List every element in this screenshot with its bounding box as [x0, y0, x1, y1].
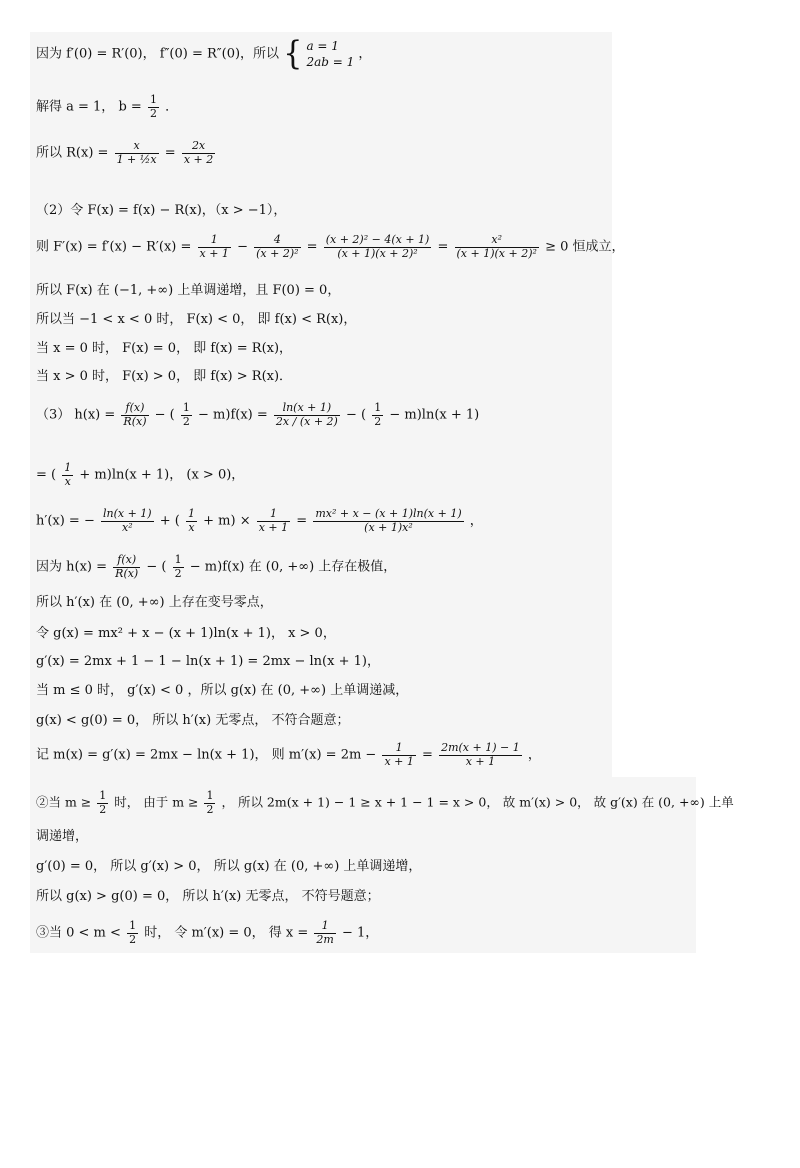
text: 则 F′(x) = f′(x) − R′(x) = — [36, 239, 192, 255]
text: − m)ln(x + 1) — [389, 407, 480, 423]
fraction — [127, 920, 138, 946]
fraction — [313, 508, 463, 534]
fraction — [121, 402, 148, 428]
text: 因为 h(x) = — [36, 559, 108, 575]
numerator: mx² + x − (x + 1)ln(x + 1) — [315, 507, 462, 520]
text: − ( — [146, 559, 167, 575]
fraction — [314, 920, 335, 946]
denominator: x + 1 — [199, 246, 229, 260]
denominator: x + 2 — [183, 152, 214, 166]
denominator: 2 — [99, 802, 107, 816]
line-15: 令 g(x) = mx² + x − (x + 1)ln(x + 1)， x > 0， — [36, 626, 336, 641]
brace: { — [283, 34, 303, 73]
line-21: 调递增， — [36, 829, 89, 844]
text: 时， 由于 m ≥ — [114, 794, 199, 810]
numerator: f(x) — [125, 401, 145, 414]
text: − ( — [345, 407, 367, 423]
fraction — [113, 554, 140, 580]
denominator: 2m — [316, 932, 334, 946]
line-12 — [36, 508, 483, 534]
system-row-1: a = 1 — [306, 39, 339, 53]
fraction — [324, 234, 432, 260]
fraction — [372, 402, 383, 428]
text: + m) × — [203, 513, 251, 529]
fraction — [115, 140, 159, 166]
fraction — [204, 790, 215, 816]
denominator: x + 1 — [258, 520, 289, 534]
numerator: 1 — [149, 93, 157, 106]
line-24 — [36, 920, 378, 946]
numerator: 1 — [99, 789, 107, 802]
equation-system — [306, 38, 354, 70]
text: − ( — [154, 407, 175, 423]
numerator: 1 — [129, 919, 137, 932]
text: = — [296, 513, 308, 529]
fraction — [148, 94, 159, 120]
line-10 — [36, 402, 479, 428]
line-19 — [36, 742, 541, 768]
line-6: 所以 F(x) 在 (−1, +∞) 上单调递增，且 F(0) = 0， — [36, 283, 341, 298]
fraction — [97, 790, 108, 816]
line-3 — [36, 140, 217, 166]
numerator: 1 — [188, 507, 195, 520]
text: 因为 f′(0) = R′(0)， f″(0) = R″(0)，所以 — [36, 46, 280, 62]
text: ， — [358, 46, 372, 62]
denominator: 2 — [206, 802, 214, 816]
denominator: x + 1 — [439, 755, 522, 769]
numerator: ln(x + 1) — [103, 507, 152, 520]
text: ②当 m ≥ — [36, 794, 92, 810]
line-5 — [36, 234, 625, 260]
text: ， — [527, 747, 541, 763]
text: （3） h(x) = — [36, 407, 116, 423]
denominator: (x + 1)(x + 2)² — [456, 246, 537, 260]
denominator: R(x) — [123, 414, 147, 428]
line-16: g′(x) = 2mx + 1 − 1 − ln(x + 1) = 2mx − ln(x + 1)， — [36, 654, 380, 669]
text: = ( — [36, 467, 57, 483]
line-18: g(x) < g(0) = 0， 所以 h′(x) 无零点， 不符合题意； — [36, 713, 350, 728]
line-8: 当 x = 0 时， F(x) = 0， 即 f(x) = R(x)， — [36, 341, 293, 356]
numerator: 1 — [174, 553, 182, 566]
line-23: 所以 g(x) > g(0) = 0， 所以 h′(x) 无零点， 不符号题意； — [36, 889, 380, 904]
denominator: x + 1 — [384, 754, 414, 768]
text: 时， 令 m′(x) = 0， 得 x = — [144, 925, 309, 941]
text: 解得 a = 1， b = — [36, 99, 142, 115]
text: − m)f(x) = — [198, 407, 268, 423]
fraction — [173, 554, 184, 580]
numerator: 2x — [191, 139, 206, 152]
denominator: x — [186, 521, 197, 535]
text: ≥ 0 恒成立， — [545, 239, 625, 255]
denominator: 2 — [374, 414, 382, 428]
text: − — [237, 239, 248, 255]
text: 所以 R(x) = — [36, 145, 109, 161]
numerator: 1 — [210, 233, 218, 246]
text: = — [437, 239, 449, 255]
numerator: 1 — [395, 741, 403, 754]
fraction — [62, 462, 73, 488]
fraction — [182, 140, 215, 166]
numerator: 1 — [374, 401, 382, 414]
text: 记 m(x) = g′(x) = 2mx − ln(x + 1)， 则 m′(x) = 2m − — [36, 747, 377, 763]
numerator: x — [133, 139, 140, 152]
line-4: （2）令 F(x) = f(x) − R(x)，（x > −1）， — [36, 203, 287, 218]
denominator: 2x / (x + 2) — [275, 414, 338, 428]
line-14: 所以 h′(x) 在 (0, +∞) 上存在变号零点， — [36, 595, 273, 610]
denominator: x² — [101, 521, 154, 535]
fraction — [254, 234, 300, 260]
line-20 — [36, 790, 734, 816]
text: = — [164, 145, 176, 161]
denominator: (x + 1)x² — [313, 521, 463, 535]
text: ， 所以 2m(x + 1) − 1 ≥ x + 1 − 1 = x > 0， 故 m′(x) > 0， 故 g′(x) 在 (0, +∞) 上单 — [221, 794, 734, 810]
denominator: (x + 2)² — [256, 246, 299, 260]
line-22: g′(0) = 0， 所以 g′(x) > 0， 所以 g(x) 在 (0, +∞) 上单调递增， — [36, 859, 422, 874]
text: = — [306, 239, 318, 255]
numerator: ln(x + 1) — [282, 401, 332, 414]
denominator: 2 — [174, 566, 182, 580]
line-9: 当 x > 0 时， F(x) > 0， 即 f(x) > R(x)． — [36, 369, 293, 384]
text: = — [422, 747, 433, 763]
fraction — [455, 234, 539, 260]
numerator: 1 — [64, 461, 72, 474]
numerator: 1 — [321, 919, 329, 932]
denominator: 1 + ½x — [116, 152, 157, 166]
line-2 — [36, 94, 178, 120]
fraction — [198, 234, 231, 260]
line-7: 所以当 −1 < x < 0 时， F(x) < 0， 即 f(x) < R(x)， — [36, 312, 357, 327]
denominator: 2 — [149, 106, 157, 120]
fraction — [382, 742, 415, 768]
numerator: 2m(x + 1) − 1 — [441, 741, 520, 754]
text: + m)ln(x + 1)， (x > 0)， — [79, 467, 245, 483]
text: h′(x) = − — [36, 513, 95, 529]
text: − m)f(x) 在 (0, +∞) 上存在极值， — [189, 559, 397, 575]
denominator: 2 — [129, 932, 137, 946]
denominator: (x + 1)(x + 2)² — [324, 247, 432, 261]
fraction — [439, 742, 522, 768]
denominator: 2 — [182, 414, 190, 428]
text: + ( — [159, 513, 180, 529]
fraction — [181, 402, 192, 428]
line-13 — [36, 554, 396, 580]
fraction — [101, 508, 154, 534]
line-11 — [36, 462, 244, 488]
numerator: 4 — [273, 233, 281, 246]
fraction — [257, 508, 290, 534]
numerator: 1 — [182, 401, 190, 414]
numerator: 1 — [269, 507, 277, 520]
text: ， — [469, 513, 483, 529]
numerator: x² — [491, 233, 503, 246]
fraction — [274, 402, 340, 428]
denominator: R(x) — [115, 566, 139, 580]
numerator: f(x) — [117, 553, 137, 566]
numerator: (x + 2)² − 4(x + 1) — [325, 233, 430, 246]
numerator: 1 — [206, 789, 214, 802]
line-17: 当 m ≤ 0 时， g′(x) < 0 ，所以 g(x) 在 (0, +∞) 上单调递减， — [36, 683, 409, 698]
text: − 1， — [342, 925, 379, 941]
system-row-2: 2ab = 1 — [306, 55, 355, 70]
line-1 — [36, 34, 372, 73]
text: ③当 0 < m < — [36, 925, 121, 941]
fraction — [186, 508, 197, 534]
denominator: x — [62, 475, 73, 489]
text: ． — [165, 99, 179, 115]
